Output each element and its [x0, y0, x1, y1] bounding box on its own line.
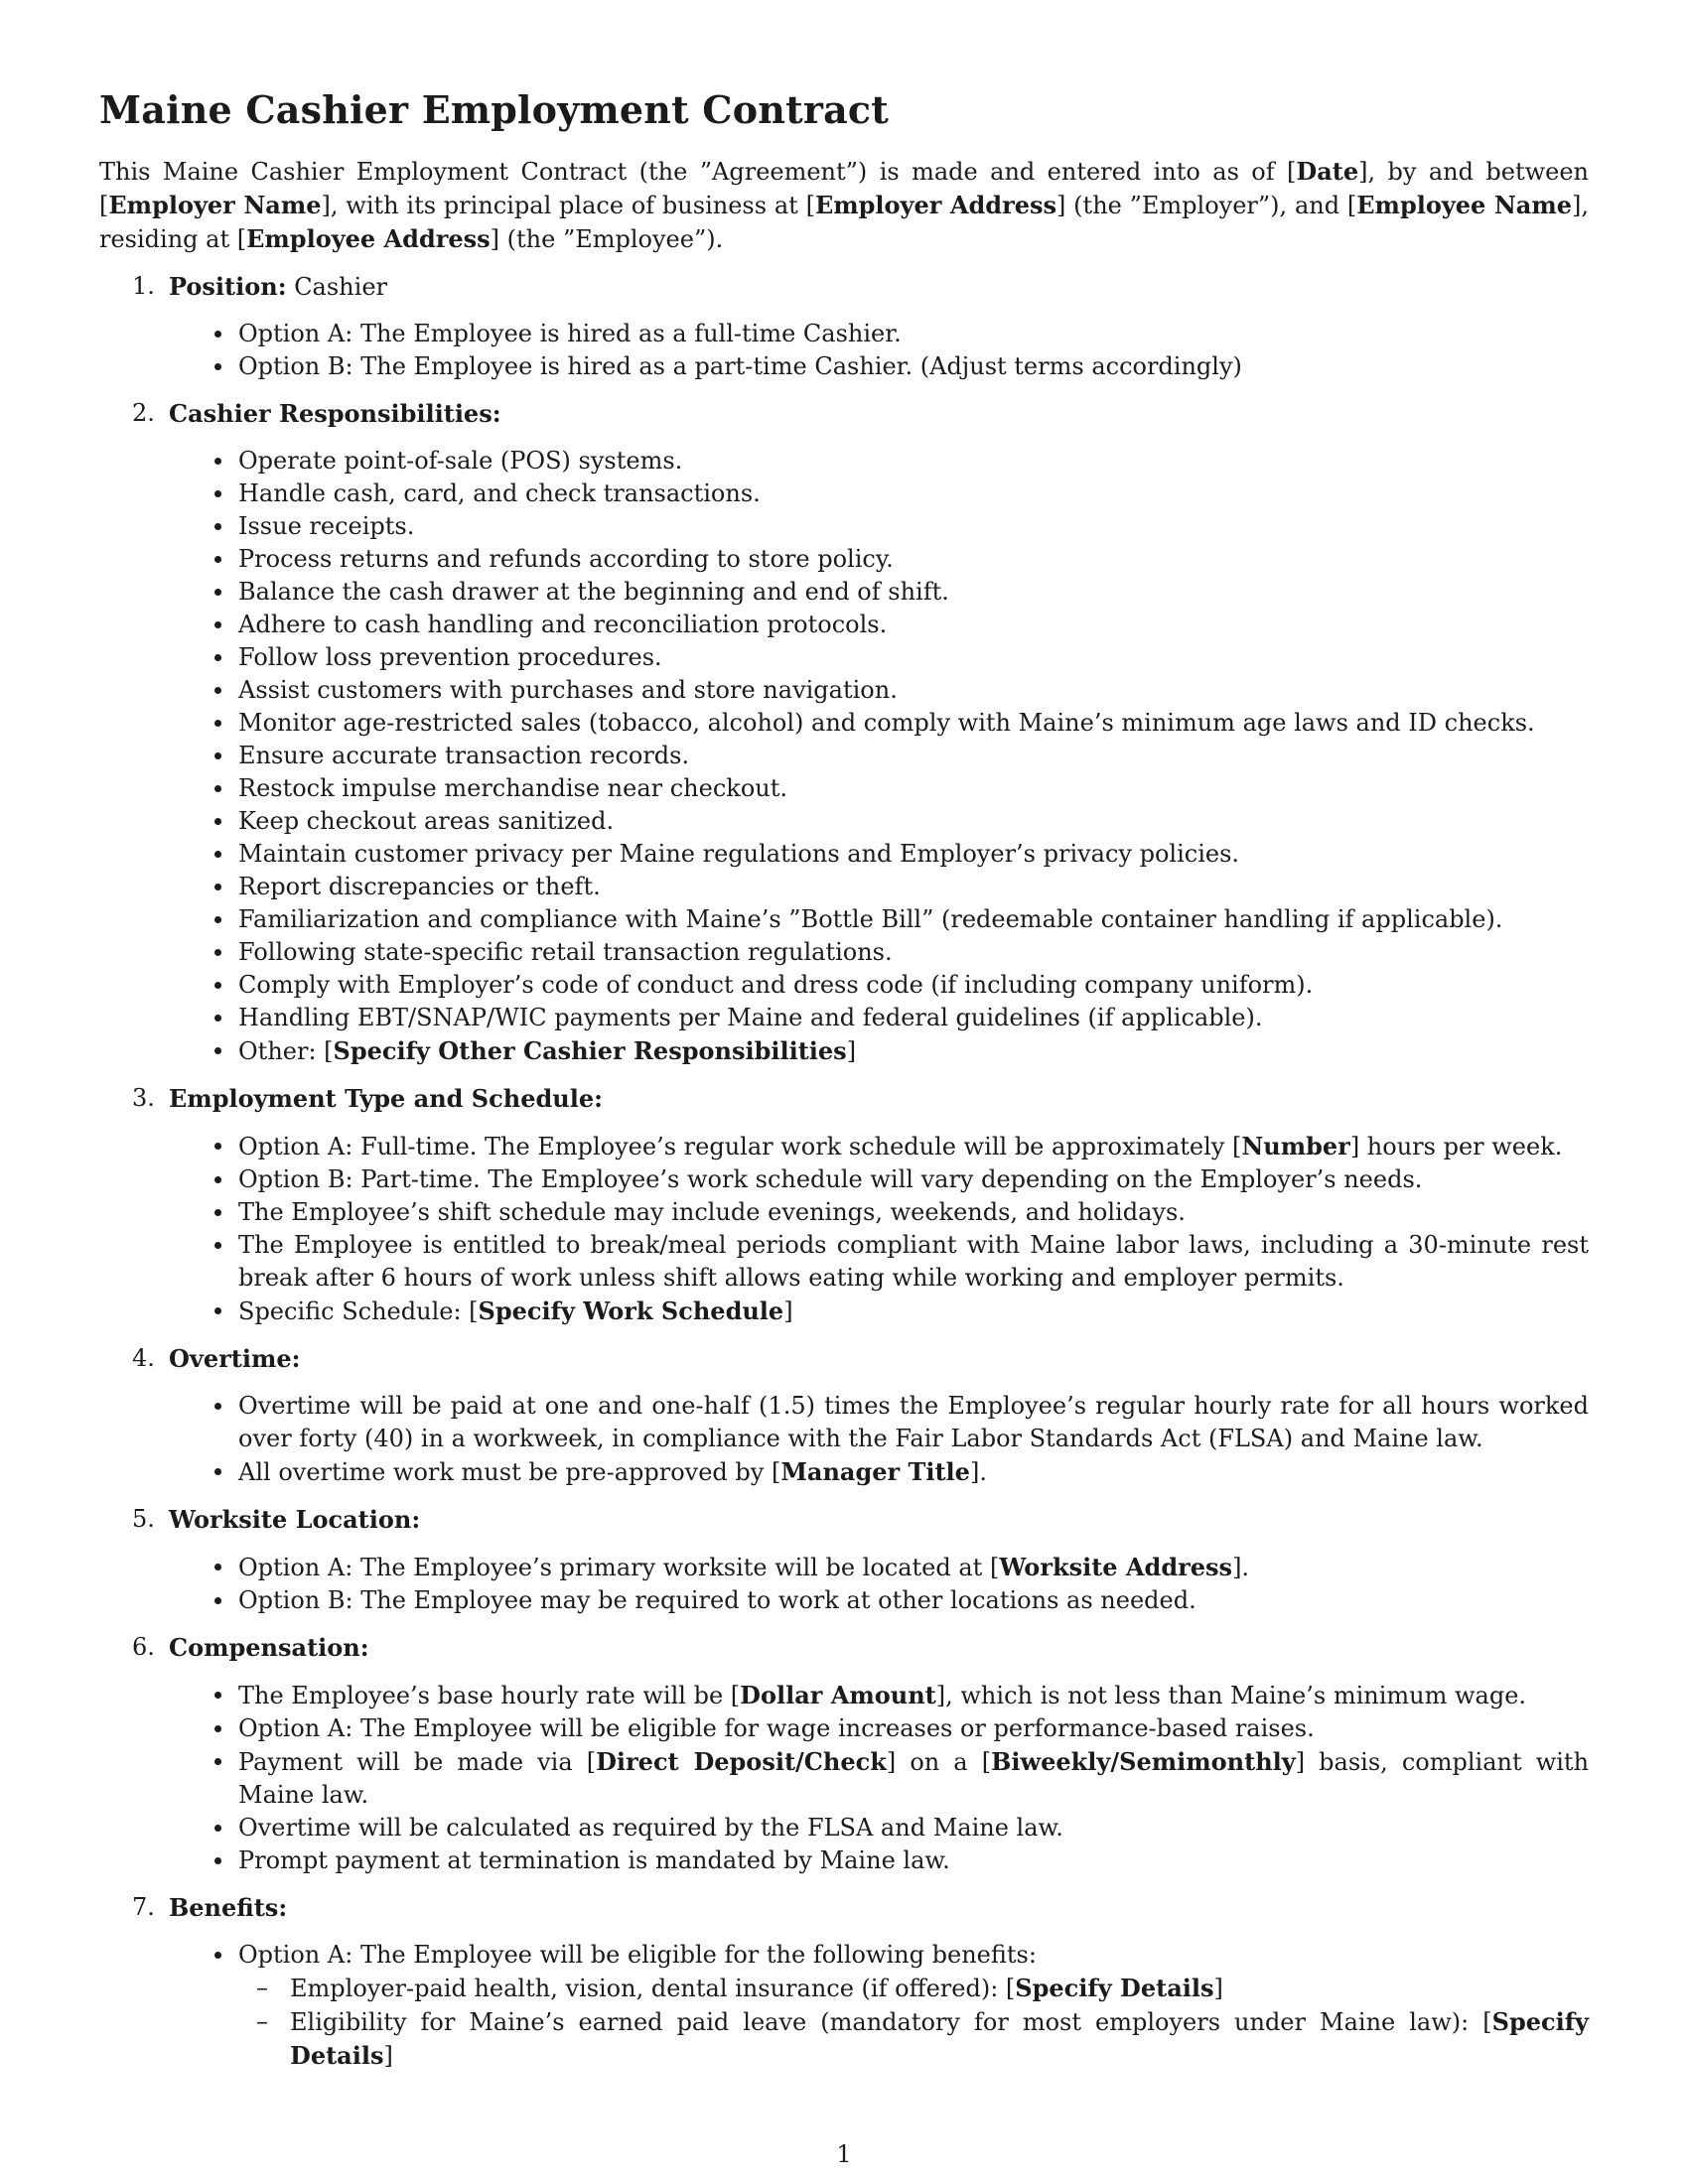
list-item: Keep checkout areas sanitized. — [109, 805, 1589, 838]
section-heading: Overtime: — [169, 1344, 301, 1373]
bullet-icon — [214, 1725, 221, 1732]
bullet-icon — [214, 363, 221, 370]
bullet-icon — [214, 916, 221, 923]
list-item: Option A: The Employee’s primary worksite will be located at [Worksite Address]. — [109, 1551, 1589, 1584]
worksite-address-placeholder: Worksite Address — [999, 1553, 1233, 1581]
list-item: Adhere to cash handling and reconciliation protocols. — [109, 609, 1589, 641]
work-schedule-placeholder: Specify Work Schedule — [478, 1297, 784, 1325]
list-item: Overtime will be paid at one and one-half (1.5) times the Employee’s regular hourly rate for all hours worked over forty (40) in a workweek, in compliance with the Fair Labor Standards Act (FLSA) and Maine law. — [109, 1390, 1589, 1455]
list-item: Comply with Employer’s code of conduct and dress code (if including company uniform). — [109, 969, 1589, 1002]
list-item: Follow loss prevention procedures. — [109, 641, 1589, 674]
bullet-icon — [214, 523, 221, 530]
list-item: Balance the cash drawer at the beginning and end of shift. — [109, 576, 1589, 609]
bullet-icon — [214, 720, 221, 727]
bullet-icon — [214, 458, 221, 465]
section-number: 1. — [132, 272, 155, 300]
section-heading: Position: — [169, 272, 287, 301]
list-item: Ensure accurate transaction records. — [109, 740, 1589, 772]
bullet-icon — [214, 556, 221, 563]
list-item: All overtime work must be pre-approved by [Manager Title]. — [109, 1455, 1589, 1489]
list-item: The Employee’s base hourly rate will be [Dollar Amount], which is not less than Maine’s minimum wage. — [109, 1679, 1589, 1712]
bullet-icon — [214, 884, 221, 890]
section-worksite — [99, 1503, 1589, 1617]
section-number: 3. — [132, 1084, 155, 1112]
date-placeholder: Date — [1296, 157, 1359, 186]
list-item: Other: [Specify Other Cashier Responsibilities] — [109, 1034, 1589, 1068]
other-responsibilities-placeholder: Specify Other Cashier Responsibilities — [333, 1036, 847, 1065]
list-item: Following state-specific retail transaction regulations. — [109, 936, 1589, 969]
bullet-icon — [214, 1047, 221, 1054]
bullet-icon — [214, 1857, 221, 1864]
paid-leave-details-placeholder: Specify Details — [290, 2007, 1589, 2070]
list-item: Assist customers with purchases and store navigation. — [109, 674, 1589, 707]
hours-number-placeholder: Number — [1241, 1132, 1350, 1160]
bullet-icon — [214, 752, 221, 759]
bullet-icon — [214, 818, 221, 825]
bullet-icon — [214, 1209, 221, 1216]
insurance-details-placeholder: Specify Details — [1015, 1974, 1214, 2002]
employee-name-placeholder: Employee Name — [1356, 191, 1572, 219]
section-heading: Cashier Responsibilities: — [169, 399, 501, 428]
section-number: 5. — [132, 1505, 155, 1533]
list-item: Prompt payment at termination is mandated by Maine law. — [109, 1844, 1589, 1877]
section-heading: Worksite Location: — [169, 1505, 421, 1534]
page-number: 1 — [836, 2140, 852, 2168]
bullet-icon — [214, 1597, 221, 1604]
list-item: Specific Schedule: [Specify Work Schedule] — [109, 1295, 1589, 1328]
pay-frequency-placeholder: Biweekly/Semimonthly — [991, 1747, 1296, 1776]
list-item: Process returns and refunds according to store policy. — [109, 543, 1589, 576]
position-value: Cashier — [286, 273, 387, 301]
employer-name-placeholder: Employer Name — [108, 191, 322, 219]
sub-list-item: – Employer-paid health, vision, dental insurance (if offered): [Specify Details] — [256, 1974, 1223, 2002]
bullet-icon — [214, 687, 221, 694]
list-item: Operate point-of-sale (POS) systems. — [109, 445, 1589, 478]
list-item: Familiarization and compliance with Maine’s ”Bottle Bill” (redeemable container handling if applicable). — [109, 903, 1589, 936]
intro-paragraph: This Maine Cashier Employment Contract (the ”Agreement”) is made and entered into as of [Date], by and between [Employer Name], with its principal place of business at [Employer Address] (the ”Employer”), and [Employee Name], residing at [Employee Address] (the ”Employee”). — [99, 157, 1590, 253]
bullet-icon — [214, 1952, 221, 1959]
list-item: Report discrepancies or theft. — [109, 871, 1589, 903]
section-position — [99, 270, 1589, 383]
bullet-icon — [214, 654, 221, 661]
section-compensation — [99, 1631, 1589, 1877]
list-item: Option B: Part-time. The Employee’s work schedule will vary depending on the Employer’s needs. — [109, 1163, 1589, 1196]
bullet-icon — [214, 621, 221, 628]
bullet-icon — [214, 1564, 221, 1570]
payment-method-placeholder: Direct Deposit/Check — [596, 1747, 887, 1776]
list-item: The Employee is entitled to break/meal periods compliant with Maine labor laws, including a 30-minute rest break after 6 hours of work unless shift allows eating while working and employer permits. — [109, 1229, 1589, 1295]
list-item: Handle cash, card, and check transactions. — [109, 478, 1589, 510]
bullet-icon — [214, 851, 221, 858]
list-item: Option A: The Employee will be eligible for wage increases or performance-based raises. — [109, 1712, 1589, 1745]
list-item: Restock impulse merchandise near checkout. — [109, 772, 1589, 805]
dash-icon: – — [256, 2007, 268, 2035]
bullet-icon — [214, 490, 221, 497]
bullet-icon — [214, 1307, 221, 1314]
list-item: Payment will be made via [Direct Deposit/Check] on a [Biweekly/Semimonthly] basis, compliant with Maine law. — [109, 1745, 1589, 1812]
list-item: Monitor age-restricted sales (tobacco, alcohol) and comply with Maine’s minimum age laws and ID checks. — [109, 707, 1589, 740]
page-title: Maine Cashier Employment Contract — [99, 87, 890, 132]
employee-address-placeholder: Employee Address — [246, 224, 491, 253]
section-responsibilities — [99, 397, 1589, 1068]
list-item: Handling EBT/SNAP/WIC payments per Maine and federal guidelines (if applicable). — [109, 1002, 1589, 1034]
bullet-icon — [214, 1403, 221, 1410]
list-item: The Employee’s shift schedule may include evenings, weekends, and holidays. — [109, 1196, 1589, 1229]
bullet-icon — [214, 1758, 221, 1765]
section-heading: Employment Type and Schedule: — [169, 1084, 603, 1113]
bullet-icon — [214, 1176, 221, 1183]
list-item: Option A: The Employee will be eligible for the following benefits: – Employer-paid health, vision, dental insurance (if offered): [Specify Details] – Eligibility for Maine’s earned paid leave (mandatory for most employers under Maine law): [Specify Details] — [109, 1939, 1589, 2073]
list-item: Option A: The Employee is hired as a full-time Cashier. — [109, 318, 1589, 350]
list-item: Issue receipts. — [109, 510, 1589, 543]
section-employment-type — [99, 1082, 1589, 1328]
bullet-icon — [214, 1242, 221, 1249]
contract-page — [99, 87, 1589, 2073]
list-item: Overtime will be calculated as required by the FLSA and Maine law. — [109, 1812, 1589, 1844]
benefits-sublist — [238, 1972, 1589, 2073]
section-heading: Compensation: — [169, 1633, 369, 1662]
section-heading: Benefits: — [169, 1893, 288, 1922]
section-number: 7. — [132, 1893, 155, 1921]
bullet-icon — [214, 1015, 221, 1022]
list-item: Option B: The Employee may be required to work at other locations as needed. — [109, 1584, 1589, 1617]
section-number: 2. — [132, 399, 155, 427]
bullet-icon — [214, 982, 221, 989]
bullet-icon — [214, 1692, 221, 1699]
bullet-icon — [214, 1143, 221, 1150]
section-number: 6. — [132, 1633, 155, 1661]
sections-list — [99, 270, 1589, 2073]
list-item: Maintain customer privacy per Maine regulations and Employer’s privacy policies. — [109, 838, 1589, 871]
bullet-icon — [214, 589, 221, 596]
dollar-amount-placeholder: Dollar Amount — [740, 1681, 936, 1709]
sub-list-item: – Eligibility for Maine’s earned paid leave (mandatory for most employers under Maine law): [Specify Details] — [256, 2007, 1589, 2070]
bullet-icon — [214, 785, 221, 792]
section-overtime — [99, 1342, 1589, 1489]
list-item: Option B: The Employee is hired as a part-time Cashier. (Adjust terms accordingly) — [109, 350, 1589, 383]
section-benefits — [99, 1891, 1589, 2073]
list-item: Option A: Full-time. The Employee’s regular work schedule will be approximately [Number] hours per week. — [109, 1130, 1589, 1163]
dash-icon: – — [256, 1974, 268, 2001]
bullet-icon — [214, 331, 221, 338]
section-number: 4. — [132, 1344, 155, 1372]
manager-title-placeholder: Manager Title — [780, 1457, 970, 1486]
bullet-icon — [214, 1468, 221, 1475]
bullet-icon — [214, 1825, 221, 1832]
employer-address-placeholder: Employer Address — [814, 191, 1057, 219]
bullet-icon — [214, 949, 221, 956]
